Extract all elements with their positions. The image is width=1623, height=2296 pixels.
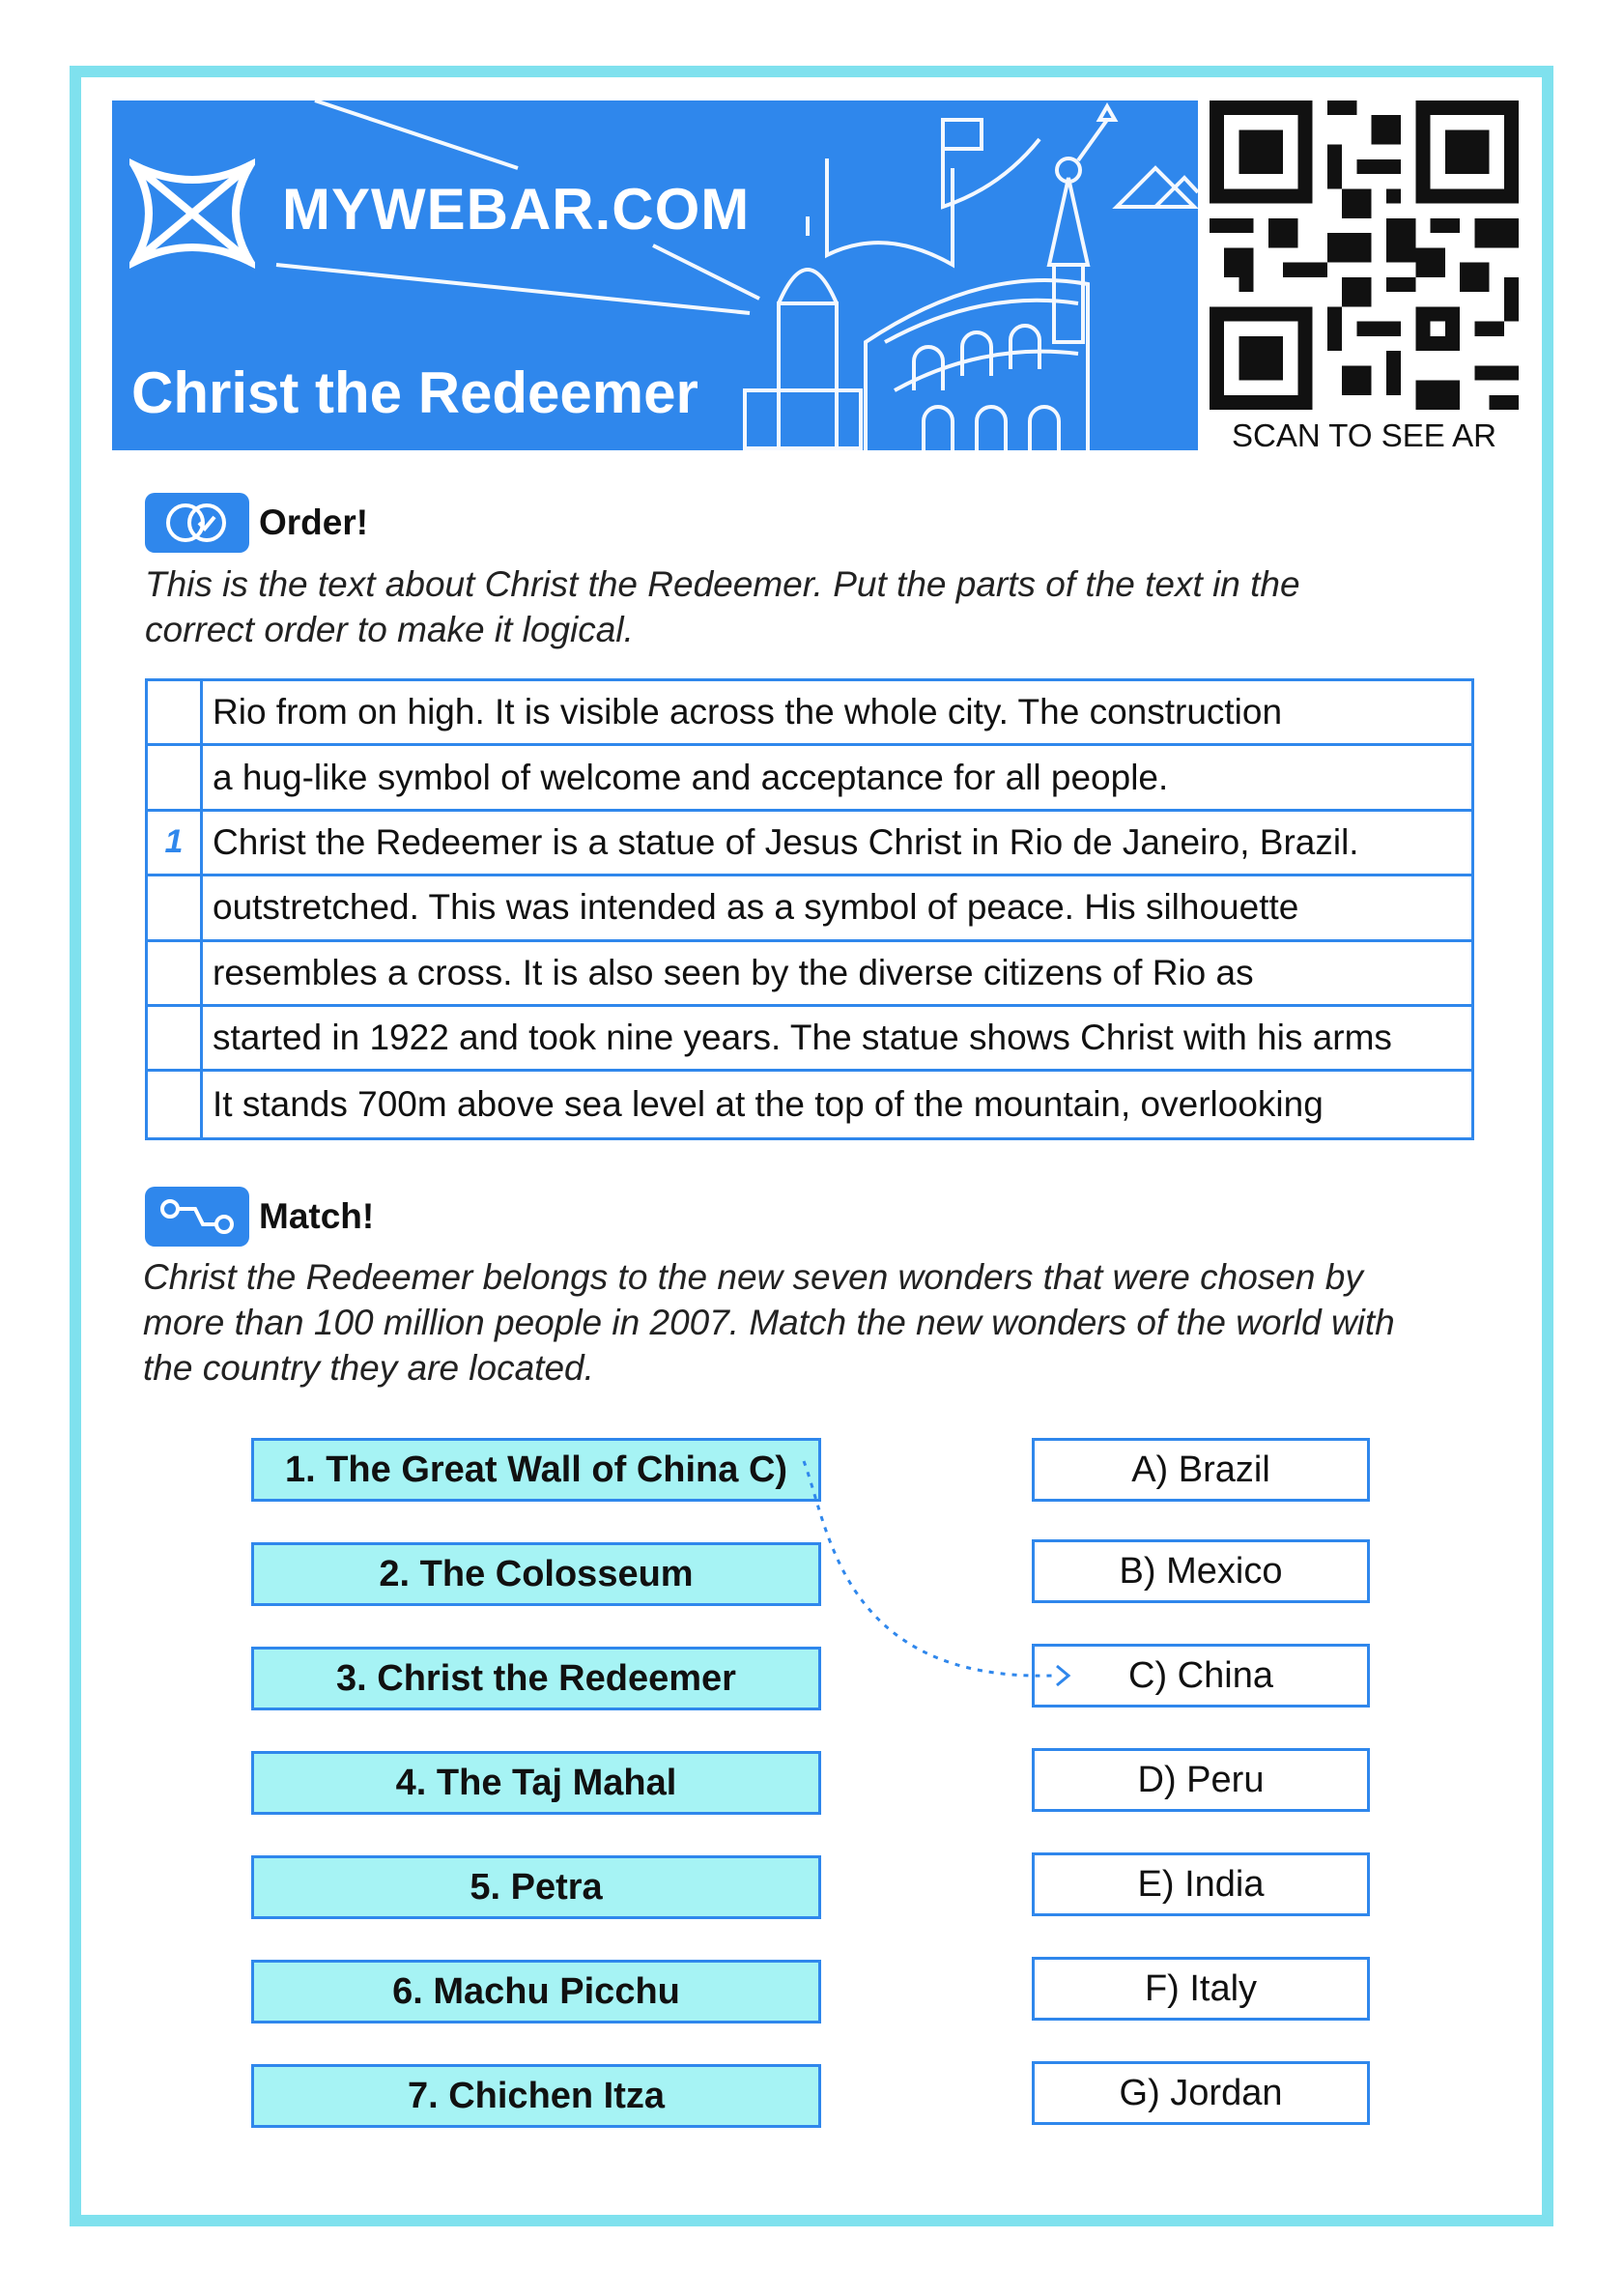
- wonder-item[interactable]: 6. Machu Picchu: [251, 1960, 821, 2023]
- wonder-item[interactable]: 7. Chichen Itza: [251, 2064, 821, 2128]
- mywebar-logo-icon: [129, 151, 255, 276]
- wonder-item[interactable]: 4. The Taj Mahal: [251, 1751, 821, 1815]
- table-row: [148, 746, 1471, 811]
- order-text: resembles a cross. It is also seen by the diverse citizens of Rio as: [213, 952, 1254, 992]
- scan-label: SCAN TO SEE AR: [1232, 417, 1496, 453]
- country-item[interactable]: B) Mexico: [1032, 1539, 1370, 1603]
- order-circles-icon: [145, 493, 249, 553]
- order-text: Christ the Redeemer is a statue of Jesus Christ in Rio de Janeiro, Brazil.: [213, 821, 1359, 862]
- match-instruction: Christ the Redeemer belongs to the new seven wonders that were chosen by more than 100 million people in 2007. Match the new wonders of the world with the country they are located.: [143, 1257, 1395, 1388]
- country-item[interactable]: F) Italy: [1032, 1957, 1370, 2021]
- country-item[interactable]: G) Jordan: [1032, 2061, 1370, 2125]
- order-label: Order!: [259, 502, 369, 542]
- table-row: [148, 1007, 1471, 1072]
- order-text: a hug-like symbol of welcome and acceptance for all people.: [213, 757, 1169, 797]
- order-table: [145, 678, 1474, 1140]
- wonder-item[interactable]: 3. Christ the Redeemer: [251, 1647, 821, 1710]
- order-number-input[interactable]: [148, 1072, 203, 1136]
- table-row: [148, 812, 1471, 876]
- order-text: outstretched. This was intended as a symbol of peace. His silhouette: [213, 887, 1299, 928]
- table-row: [148, 876, 1471, 941]
- table-row: [148, 1072, 1471, 1136]
- header-banner: [112, 100, 1198, 450]
- page-title: Christ the Redeemer: [131, 360, 698, 425]
- order-number-input[interactable]: [148, 746, 203, 808]
- brand-name: MYWEBAR.COM: [282, 177, 751, 242]
- order-text: started in 1922 and took nine years. The statue shows Christ with his arms: [213, 1018, 1392, 1058]
- order-number-input[interactable]: [148, 942, 203, 1004]
- order-number-input[interactable]: [148, 681, 203, 743]
- table-row: [148, 681, 1471, 746]
- order-text: It stands 700m above sea level at the top of the mountain, overlooking: [213, 1084, 1324, 1125]
- wonder-item[interactable]: 2. The Colosseum: [251, 1542, 821, 1606]
- wonder-item[interactable]: 1. The Great Wall of China C): [251, 1438, 821, 1502]
- order-number-input[interactable]: [148, 1007, 203, 1069]
- country-item[interactable]: E) India: [1032, 1852, 1370, 1916]
- match-connect-icon: [145, 1187, 249, 1247]
- country-item[interactable]: A) Brazil: [1032, 1438, 1370, 1502]
- country-item[interactable]: C) China: [1032, 1644, 1370, 1708]
- order-text: Rio from on high. It is visible across the whole city. The construction: [213, 692, 1283, 732]
- wonder-item[interactable]: 5. Petra: [251, 1855, 821, 1919]
- table-row: [148, 942, 1471, 1007]
- order-instruction: This is the text about Christ the Redeemer. Put the parts of the text in the correct order to make it logical.: [145, 564, 1300, 649]
- match-section-header: [145, 1187, 374, 1247]
- order-number-input[interactable]: 1: [148, 812, 203, 874]
- country-item[interactable]: D) Peru: [1032, 1748, 1370, 1812]
- order-section-header: [145, 493, 368, 553]
- order-number-input[interactable]: [148, 876, 203, 938]
- qr-code-icon[interactable]: [1210, 100, 1519, 410]
- match-label: Match!: [259, 1196, 375, 1236]
